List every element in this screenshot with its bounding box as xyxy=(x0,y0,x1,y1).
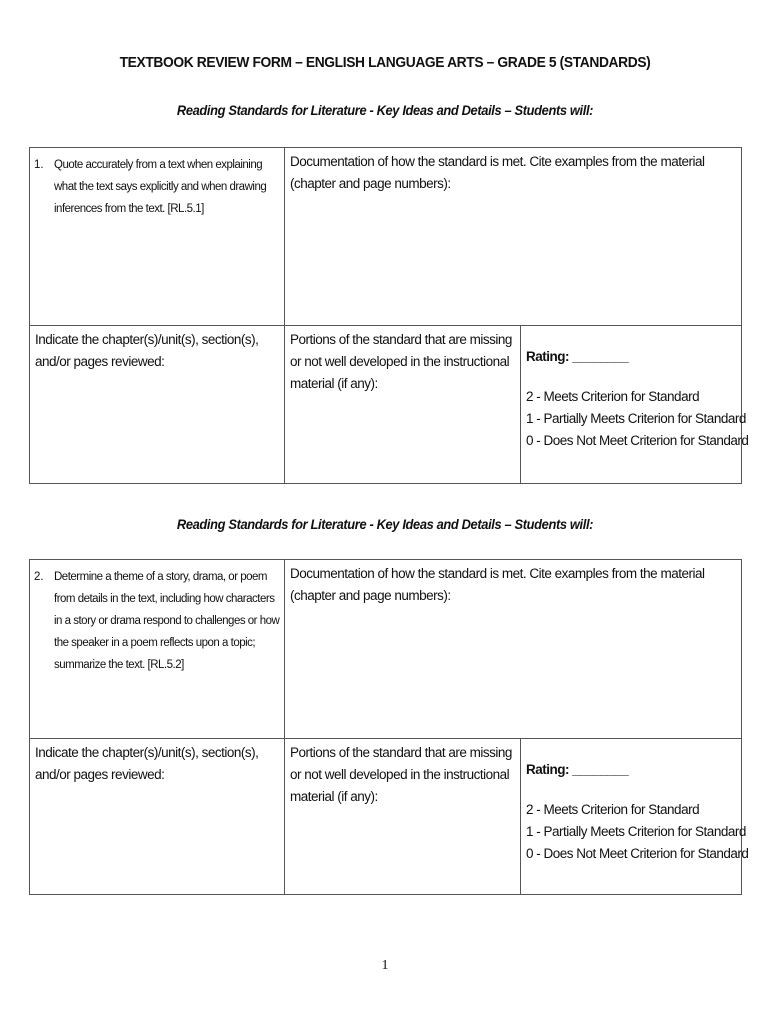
documentation-label: Documentation of how the standard is met. Cite examples from the material (chapter and page numbers): xyxy=(290,154,705,191)
standard-2-cell xyxy=(30,560,285,739)
standard-1-cell xyxy=(30,148,285,326)
section-2-subheading: Reading Standards for Literature - Key Ideas and Details – Students will: xyxy=(176,516,594,532)
missing-portions-label: Portions of the standard that are missing or not well developed in the instructional material (if any): xyxy=(290,332,512,391)
standard-2-number: 2. xyxy=(34,571,44,583)
standard-1-table xyxy=(29,147,749,484)
criterion-1: 1 - Partially Meets Criterion for Standard xyxy=(526,824,746,839)
section-1-subheading: Reading Standards for Literature - Key Ideas and Details – Students will: xyxy=(176,102,594,118)
standard-2-documentation-field[interactable] xyxy=(285,560,742,739)
chapters-reviewed-label: Indicate the chapter(s)/unit(s), section(s), and/or pages reviewed: xyxy=(35,332,259,369)
chapters-reviewed-label: Indicate the chapter(s)/unit(s), section(s), and/or pages reviewed: xyxy=(35,745,259,782)
standard-2-chapters-field[interactable] xyxy=(30,739,285,895)
form-title: TEXTBOOK REVIEW FORM – ENGLISH LANGUAGE ARTS – GRADE 5 (STANDARDS) xyxy=(119,54,651,71)
page-number: 1 xyxy=(381,958,389,973)
missing-portions-label: Portions of the standard that are missing or not well developed in the instructional material (if any): xyxy=(290,745,512,804)
criterion-0: 0 - Does Not Meet Criterion for Standard xyxy=(526,846,749,861)
standard-1-rating-cell xyxy=(521,326,749,484)
standard-1-chapters-field[interactable] xyxy=(30,326,285,484)
rating-label[interactable]: Rating: ________ xyxy=(526,349,629,364)
standard-2-text: Determine a theme of a story, drama, or poem from details in the text, including how characters in a story or drama respond to challenges or how the speaker in a poem reflects upon a topic; summarize the text. [RL.5.2] xyxy=(54,571,280,671)
rating-label[interactable]: Rating: ________ xyxy=(526,762,629,777)
standard-1-documentation-field[interactable] xyxy=(285,148,742,326)
standard-2-block xyxy=(29,559,749,895)
standard-2-table xyxy=(29,559,749,895)
criterion-2: 2 - Meets Criterion for Standard xyxy=(526,802,700,817)
standard-1-missing-field[interactable] xyxy=(285,326,521,484)
criterion-1: 1 - Partially Meets Criterion for Standard xyxy=(526,411,746,426)
documentation-label: Documentation of how the standard is met. Cite examples from the material (chapter and page numbers): xyxy=(290,566,705,603)
standard-1-block xyxy=(29,147,749,484)
standard-2-missing-field[interactable] xyxy=(285,739,521,895)
criterion-2: 2 - Meets Criterion for Standard xyxy=(526,389,700,404)
criterion-0: 0 - Does Not Meet Criterion for Standard xyxy=(526,433,749,448)
standard-2-rating-cell xyxy=(521,739,749,895)
standard-1-text: Quote accurately from a text when explaining what the text says explicitly and when drawing inferences from the text. [RL.5.1] xyxy=(54,159,267,215)
standard-1-number: 1. xyxy=(34,159,44,171)
